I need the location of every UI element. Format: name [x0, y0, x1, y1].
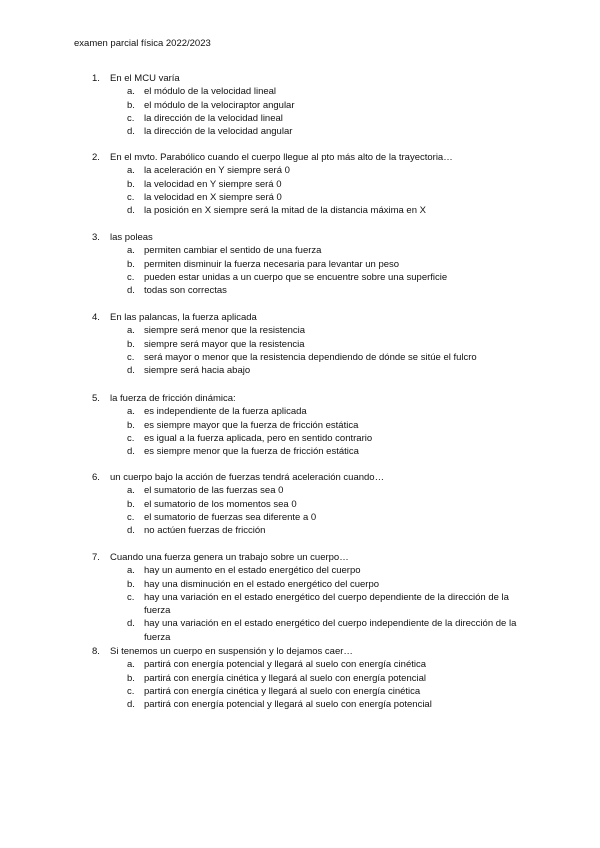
answer-option [92, 672, 532, 685]
question-7 [92, 551, 532, 644]
option-text: la dirección de la velocidad angular [144, 126, 293, 138]
answer-option [92, 112, 532, 125]
answer-option [92, 524, 532, 537]
option-letter: c. [127, 191, 135, 203]
option-letter: c. [127, 685, 135, 697]
option-letter: c. [127, 511, 135, 523]
option-text: partirá con energía potencial y llegará al suelo con energía potencial [144, 699, 432, 711]
question-text: las poleas [110, 232, 153, 243]
option-letter: b. [127, 578, 135, 590]
answer-option [92, 99, 532, 112]
option-text: el sumatorio de los momentos sea 0 [144, 498, 297, 510]
option-text: siempre será mayor que la resistencia [144, 338, 305, 350]
answer-option [92, 419, 532, 432]
option-letter: a. [127, 485, 135, 497]
option-letter: b. [127, 498, 135, 510]
option-text: la dirección de la velocidad lineal [144, 112, 283, 124]
option-letter: c. [127, 351, 135, 363]
option-letter: c. [127, 591, 135, 603]
answer-option [92, 204, 532, 217]
option-text: partirá con energía cinética y llegará al suelo con energía potencial [144, 672, 427, 684]
question-8 [92, 645, 532, 711]
option-text: hay una disminución en el estado energético del cuerpo [144, 578, 380, 590]
answer-option [92, 284, 532, 297]
option-letter: b. [127, 338, 135, 350]
document-header: examen parcial física 2022/2023 [74, 38, 211, 49]
option-text: siempre será menor que la resistencia [144, 325, 306, 337]
option-letter: b. [127, 419, 135, 431]
answer-option [92, 338, 532, 351]
answer-option [92, 178, 532, 191]
option-text: es independiente de la fuerza aplicada [144, 406, 307, 418]
option-text: la velocidad en Y siempre será 0 [144, 178, 282, 190]
question-text: En las palancas, la fuerza aplicada [110, 312, 257, 323]
question-number: 7. [92, 552, 100, 563]
answer-option [92, 271, 532, 284]
option-text: siempre será hacia abajo [144, 365, 251, 377]
option-text: la velocidad en X siempre será 0 [144, 191, 282, 203]
option-text: permiten disminuir la fuerza necesaria para levantar un peso [144, 258, 400, 270]
question-number: 5. [92, 393, 100, 404]
option-text: la posición en X siempre será la mitad de la distancia máxima en X [144, 205, 426, 217]
question-3 [92, 231, 532, 297]
option-letter: d. [127, 126, 135, 138]
option-letter: a. [127, 565, 135, 577]
option-text: no actúen fuerzas de fricción [144, 525, 266, 537]
question-text: Cuando una fuerza genera un trabajo sobre un cuerpo… [110, 552, 349, 563]
option-text: hay una variación en el estado energético del cuerpo dependiente de la dirección de la fuerza [144, 591, 509, 617]
question-number: 8. [92, 646, 100, 657]
option-text: la aceleración en Y siempre será 0 [144, 165, 290, 177]
question-number: 6. [92, 472, 100, 483]
answer-option [92, 351, 532, 364]
option-letter: a. [127, 245, 135, 257]
question-5 [92, 392, 532, 458]
option-letter: c. [127, 112, 135, 124]
answer-option [92, 244, 532, 257]
answer-option [92, 364, 532, 377]
answer-option [92, 698, 532, 711]
question-text: En el mvto. Parabólico cuando el cuerpo llegue al pto más alto de la trayectoria… [110, 152, 453, 163]
answer-option [92, 658, 532, 671]
question-text: En el MCU varía [110, 73, 180, 84]
question-text: Si tenemos un cuerpo en suspensión y lo dejamos caer… [110, 646, 353, 657]
option-text: es siempre menor que la fuerza de fricción estática [144, 446, 359, 458]
option-letter: c. [127, 271, 135, 283]
answer-option [92, 498, 532, 511]
question-6 [92, 471, 532, 537]
option-letter: d. [127, 446, 135, 458]
question-4 [92, 311, 532, 377]
answer-option [92, 685, 532, 698]
question-text: un cuerpo bajo la acción de fuerzas tendrá aceleración cuando… [110, 472, 385, 483]
option-letter: b. [127, 258, 135, 270]
option-text: todas son correctas [144, 285, 227, 297]
option-letter: b. [127, 99, 135, 111]
option-letter: d. [127, 525, 135, 537]
answer-option [92, 432, 532, 445]
answer-option [92, 564, 532, 577]
answer-option [92, 85, 532, 98]
question-1 [92, 72, 532, 138]
option-letter: a. [127, 325, 135, 337]
option-text: partirá con energía cinética y llegará al suelo con energía cinética [144, 685, 421, 697]
question-number: 1. [92, 73, 100, 84]
option-letter: d. [127, 365, 135, 377]
answer-option [92, 445, 532, 458]
answer-option [92, 617, 532, 644]
option-text: es igual a la fuerza aplicada, pero en sentido contrario [144, 432, 373, 444]
answer-option [92, 578, 532, 591]
option-text: es siempre mayor que la fuerza de fricción estática [144, 419, 359, 431]
option-letter: d. [127, 205, 135, 217]
question-text: la fuerza de fricción dinámica: [110, 393, 236, 404]
option-text: hay un aumento en el estado energético del cuerpo [144, 565, 361, 577]
answer-option [92, 484, 532, 497]
option-text: será mayor o menor que la resistencia dependiendo de dónde se sitúe el fulcro [144, 351, 477, 363]
option-text: el módulo de la velocidad lineal [144, 86, 277, 98]
option-letter: a. [127, 165, 135, 177]
option-letter: a. [127, 406, 135, 418]
option-text: el sumatorio de las fuerzas sea 0 [144, 485, 284, 497]
question-number: 4. [92, 312, 100, 323]
answer-option [92, 405, 532, 418]
option-letter: a. [127, 659, 135, 671]
option-text: permiten cambiar el sentido de una fuerza [144, 245, 322, 257]
option-letter: d. [127, 285, 135, 297]
answer-option [92, 511, 532, 524]
answer-option [92, 125, 532, 138]
answer-option [92, 258, 532, 271]
option-letter: c. [127, 432, 135, 444]
option-letter: d. [127, 618, 135, 630]
answer-option [92, 191, 532, 204]
option-text: hay una variación en el estado energético del cuerpo independiente de la dirección de la fuerza [144, 618, 517, 643]
answer-option [92, 591, 532, 618]
option-text: el sumatorio de fuerzas sea diferente a 0 [144, 511, 317, 523]
question-number: 3. [92, 232, 100, 243]
question-2 [92, 151, 532, 217]
option-letter: a. [127, 86, 135, 98]
question-number: 2. [92, 152, 100, 163]
option-text: pueden estar unidas a un cuerpo que se encuentre sobre una superficie [144, 271, 448, 283]
option-text: el módulo de la velociraptor angular [144, 99, 295, 111]
option-letter: b. [127, 178, 135, 190]
option-letter: d. [127, 699, 135, 711]
option-text: partirá con energía potencial y llegará al suelo con energía cinética [144, 659, 427, 671]
answer-option [92, 164, 532, 177]
option-letter: b. [127, 672, 135, 684]
answer-option [92, 324, 532, 337]
